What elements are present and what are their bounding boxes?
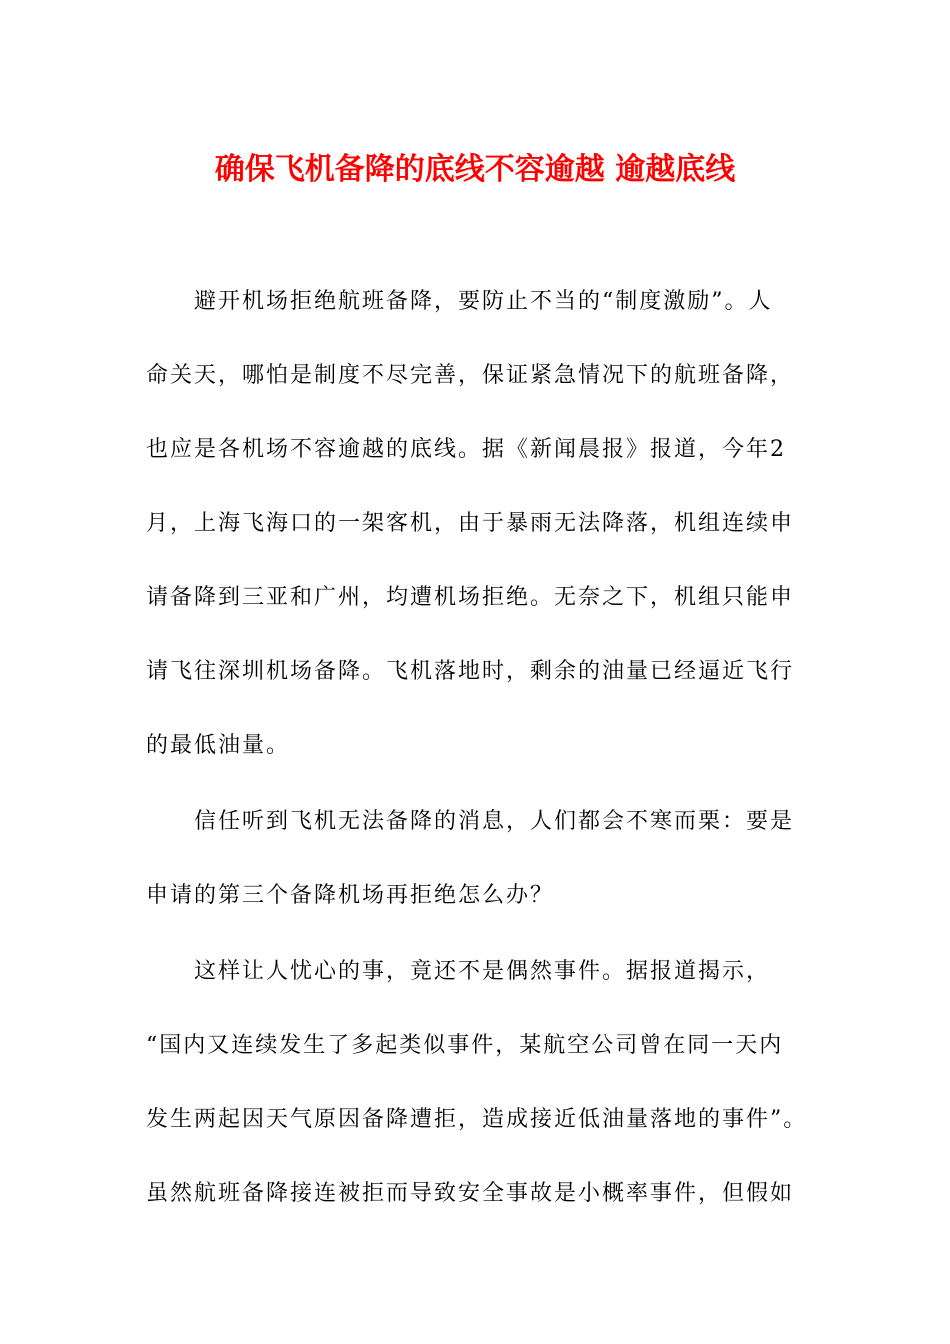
document-title: 确保飞机备降的底线不容逾越 逾越底线 [214, 152, 736, 187]
paragraph-1-line-5: 请备降到三亚和广州，均遭机场拒绝。无奈之下，机组只能申 [146, 585, 795, 610]
paragraph-3-line-4: 虽然航班备降接连被拒而导致安全事故是小概率事件，但假如 [146, 1181, 795, 1206]
paragraph-3-line-1: 这样让人忧心的事，竟还不是偶然事件。据报道揭示， [194, 959, 771, 984]
paragraph-3-line-2: “国内又连续发生了多起类似事件，某航空公司曾在同一天内 [146, 1033, 784, 1058]
paragraph-1-line-2: 命关天，哪怕是制度不尽完善，保证紧急情况下的航班备降， [146, 363, 795, 388]
paragraph-1-line-6: 请飞往深圳机场备降。飞机落地时，剩余的油量已经逼近飞行 [146, 659, 795, 684]
paragraph-1-line-3: 也应是各机场不容逾越的底线。据《新闻晨报》报道，今年2 [146, 437, 786, 462]
paragraph-2-line-2: 申请的第三个备降机场再拒绝怎么办？ [146, 883, 555, 908]
paragraph-1-line-4: 月，上海飞海口的一架客机，由于暴雨无法降落，机组连续申 [146, 511, 795, 536]
paragraph-1-line-7: 的最低油量。 [146, 733, 291, 758]
paragraph-1-line-1: 避开机场拒绝航班备降，要防止不当的“制度激励”。人 [194, 289, 773, 314]
paragraph-3-line-3: 发生两起因天气原因备降遭拒，造成接近低油量落地的事件”。 [146, 1107, 808, 1132]
paragraph-2-line-1: 信任听到飞机无法备降的消息，人们都会不寒而栗：要是 [194, 809, 795, 834]
